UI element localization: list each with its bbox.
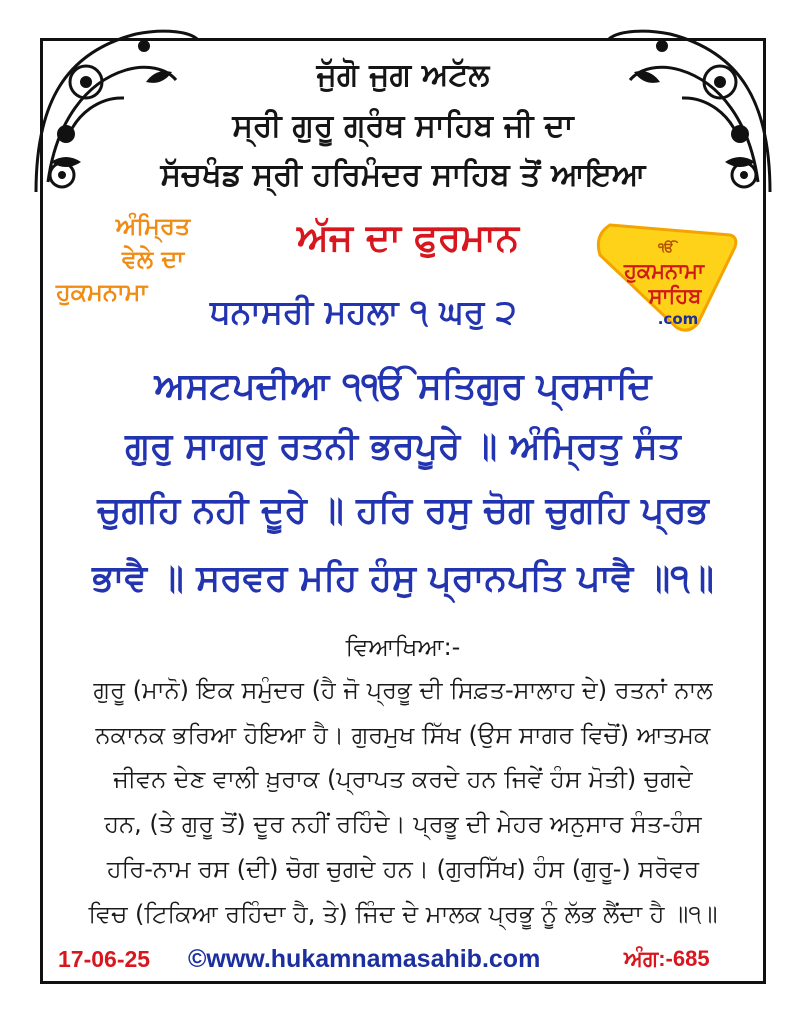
amrit-vele-label — [56, 210, 228, 309]
logo-line-3: .com — [657, 310, 699, 328]
gurbani-line-1: ਅਸਟਪਦੀਆ ੧ੴ ਸਤਿਗੁਰ ਪ੍ਰਸਾਦਿ — [154, 366, 652, 407]
vyakhya-title: ਵਿਆਖਿਆ:- — [345, 633, 461, 661]
vyakhya-line: ਵਿਚ (ਟਿਕਿਆ ਰਹਿੰਦਾ ਹੈ, ਤੇ) ਜਿੰਦ ਦੇ ਮਾਲਕ ਪ੍ਰਭੂ ਨੂੰ ਲੱਭ ਲੈਂਦਾ ਹੈ ॥੧॥ — [88, 900, 718, 928]
gurbani-line-4: ਭਾਵੈ ॥ ਸਰਵਰ ਮਹਿ ਹੰਸੁ ਪ੍ਰਾਨਪਤਿ ਪਾਵੈ ॥੧॥ — [92, 558, 714, 599]
gurbani-line-2: ਗੁਰੁ ਸਾਗਰੁ ਰਤਨੀ ਭਰਪੂਰੇ ॥ ਅੰਮ੍ਰਿਤੁ ਸੰਤ — [125, 426, 681, 467]
amrit-vele-line-2: ਵੇਲੇ ਦਾ — [121, 245, 185, 273]
header-line-2: ਸ੍ਰੀ ਗੁਰੂ ਗ੍ਰੰਥ ਸਾਹਿਬ ਜੀ ਦਾ — [232, 108, 574, 144]
vyakhya-line: ਗੁਰੂ (ਮਾਨੋ) ਇਕ ਸਮੁੰਦਰ (ਹੈ ਜੋ ਪ੍ਰਭੂ ਦੀ ਸਿਫ਼ਤ-ਸਾਲਾਹ ਦੇ) ਰਤਨਾਂ ਨਾਲ — [93, 676, 713, 704]
amrit-vele-line-3: ਹੁਕਮਨਾਮਾ — [56, 278, 148, 306]
vyakhya-line: ਹਨ, (ਤੇ ਗੁਰੂ ਤੋਂ) ਦੂਰ ਨਹੀਂ ਰਹਿੰਦੇ। ਪ੍ਰਭੂ ਦੀ ਮੇਹਰ ਅਨੁਸਾਰ ਸੰਤ-ਹੰਸ — [104, 810, 702, 838]
vyakhya-line: ਜੀਵਨ ਦੇਣ ਵਾਲੀ ਖ਼ੁਰਾਕ (ਪ੍ਰਾਪਤ ਕਰਦੇ ਹਨ ਜਿਵੇਂ ਹੰਸ ਮੋਤੀ) ਚੁਗਦੇ — [113, 765, 693, 793]
ik-onkar-symbol: ੴ — [658, 241, 674, 256]
logo-line-1: ਹੁਕਮਨਾਮਾ — [624, 259, 704, 283]
raag-heading: ਧਨਾਸਰੀ ਮਹਲਾ ੧ ਘਰੁ ੨ — [210, 292, 517, 331]
header-line-1: ਜੁੱਗੋ ਜੁਗ ਅਟੱਲ — [316, 57, 490, 93]
website-link[interactable]: ©www.hukamnamasahib.com — [188, 945, 541, 973]
header-line-3: ਸੱਚਖੰਡ ਸ੍ਰੀ ਹਰਿਮੰਦਰ ਸਾਹਿਬ ਤੋਂ ਆਇਆ — [160, 157, 646, 193]
date-label: 17-06-25 — [58, 946, 151, 972]
gurbani-line-3: ਚੁਗਹਿ ਨਹੀ ਦੂਰੇ ॥ ਹਰਿ ਰਸੁ ਚੋਗ ਚੁਗਹਿ ਪ੍ਰਭ — [97, 490, 709, 531]
hukamnama-sahib-logo — [590, 215, 740, 335]
today-title: ਅੱਜ ਦਾ ਫੁਰਮਾਨ — [297, 216, 519, 259]
ang-number: ਅੰਗ:-685 — [624, 946, 710, 971]
vyakhya-line: ਨਕਾਨਕ ਭਰਿਆ ਹੋਇਆ ਹੈ। ਗੁਰਮੁਖ ਸਿੱਖ (ਉਸ ਸਾਗਰ ਵਿਚੋਂ) ਆਤਮਕ — [95, 721, 711, 749]
logo-line-2: ਸਾਹਿਬ — [648, 284, 702, 308]
amrit-vele-line-1: ਅੰਮ੍ਰਿਤ — [115, 212, 191, 240]
vyakhya-line: ਹਰਿ-ਨਾਮ ਰਸ (ਦੀ) ਚੋਗ ਚੁਗਦੇ ਹਨ। (ਗੁਰਸਿੱਖ) ਹੰਸ (ਗੁਰੂ-) ਸਰੋਵਰ — [106, 855, 700, 883]
